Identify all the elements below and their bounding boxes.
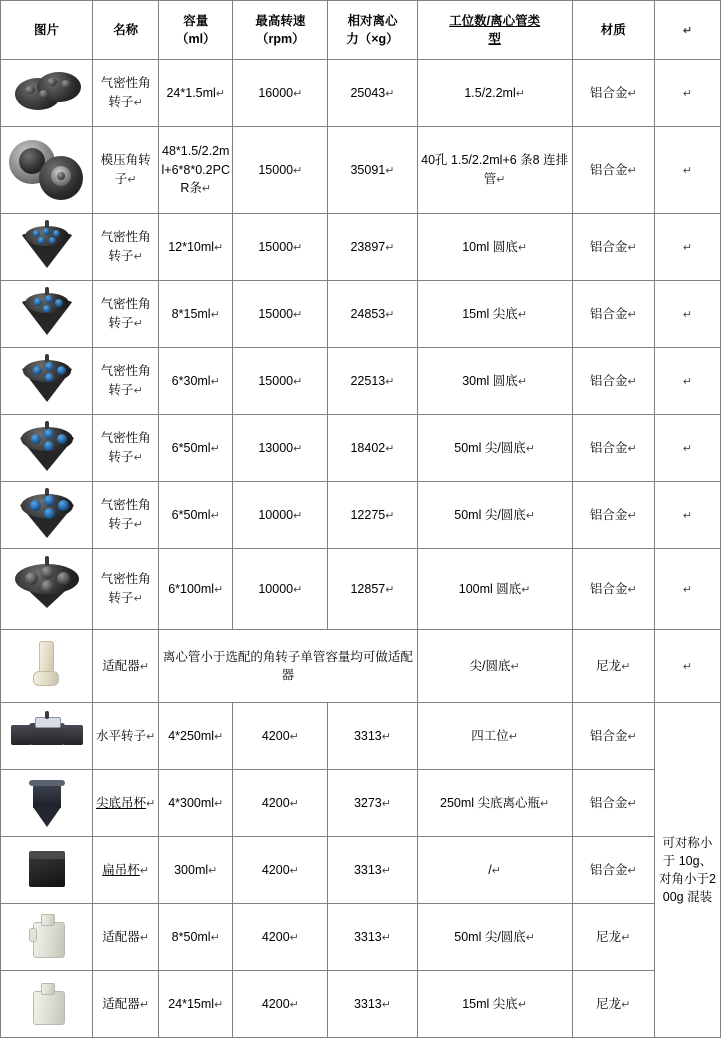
header-max-speed: 最高转速 （rpm） bbox=[233, 1, 328, 60]
rotor-capacity: 6*50ml↵ bbox=[159, 482, 233, 549]
rotor-material: 铝合金↵ bbox=[572, 127, 654, 214]
swing-rotor-figure bbox=[3, 709, 91, 763]
rotor-material: 铝合金↵ bbox=[572, 703, 654, 770]
rotor-max-speed: 15000↵ bbox=[233, 348, 328, 415]
rotor-max-speed: 10000↵ bbox=[233, 549, 328, 630]
table-header-row bbox=[1, 1, 721, 60]
angle-rotor-flat-figure bbox=[3, 66, 91, 120]
rotor-image-cell bbox=[1, 703, 93, 770]
conical-bucket-figure bbox=[3, 776, 91, 830]
header-note: ↵ bbox=[654, 1, 720, 60]
bucket-capacity: 300ml↵ bbox=[159, 837, 233, 904]
table-row bbox=[1, 60, 721, 127]
rotor-rcf: 3313↵ bbox=[328, 703, 417, 770]
bucket-tube-type: 250ml 尖底离心瓶↵ bbox=[417, 770, 572, 837]
rotor-image-cell bbox=[1, 549, 93, 630]
adapter-max-speed: 4200↵ bbox=[233, 971, 328, 1038]
table-row bbox=[1, 770, 721, 837]
rotor-rcf: 22513↵ bbox=[328, 348, 417, 415]
rotor-name: 气密性角转子↵ bbox=[93, 60, 159, 127]
bucket-name: 扁吊杯↵ bbox=[93, 837, 159, 904]
adapter-image-cell bbox=[1, 904, 93, 971]
rotor-material: 铝合金↵ bbox=[572, 348, 654, 415]
rotor-image-cell bbox=[1, 415, 93, 482]
angle-rotor-6x30-figure bbox=[3, 354, 91, 408]
adapter-tube-type: 50ml 尖/圆底↵ bbox=[417, 904, 572, 971]
adapter-material: 尼龙↵ bbox=[572, 971, 654, 1038]
table-row bbox=[1, 549, 721, 630]
adapter-tube-figure bbox=[3, 637, 91, 695]
header-material: 材质 bbox=[572, 1, 654, 60]
adapter-name: 适配器↵ bbox=[93, 630, 159, 703]
adapter-rcf: 3313↵ bbox=[328, 971, 417, 1038]
rotor-tube-type: 30ml 圆底↵ bbox=[417, 348, 572, 415]
mixing-note-cell: 可对称小于 10g、对角小于200g 混装 bbox=[654, 703, 720, 1038]
bucket-name: 尖底吊杯↵ bbox=[93, 770, 159, 837]
rotor-name: 气密性角转子↵ bbox=[93, 549, 159, 630]
bucket-image-cell bbox=[1, 770, 93, 837]
rotor-note: ↵ bbox=[654, 60, 720, 127]
rotor-rcf: 12275↵ bbox=[328, 482, 417, 549]
rotor-name: 模压角转子↵ bbox=[93, 127, 159, 214]
rotor-tube-type: 四工位↵ bbox=[417, 703, 572, 770]
rotor-rcf: 18402↵ bbox=[328, 415, 417, 482]
rotor-max-speed: 10000↵ bbox=[233, 482, 328, 549]
rotor-image-cell bbox=[1, 60, 93, 127]
flat-bucket-figure bbox=[3, 843, 91, 897]
rotor-tube-type: 10ml 圆底↵ bbox=[417, 214, 572, 281]
header-image: 图片 bbox=[1, 1, 93, 60]
bucket-capacity: 4*300ml↵ bbox=[159, 770, 233, 837]
table-row bbox=[1, 904, 721, 971]
rotor-image-cell bbox=[1, 214, 93, 281]
angle-rotor-6x100-figure bbox=[3, 556, 91, 622]
bucket-rcf: 3313↵ bbox=[328, 837, 417, 904]
table-row bbox=[1, 971, 721, 1038]
adapter-max-speed: 4200↵ bbox=[233, 904, 328, 971]
rotor-material: 铝合金↵ bbox=[572, 214, 654, 281]
adapter-material: 尼龙↵ bbox=[572, 904, 654, 971]
adapter-name: 适配器↵ bbox=[93, 904, 159, 971]
rotor-material: 铝合金↵ bbox=[572, 549, 654, 630]
table-row bbox=[1, 482, 721, 549]
bucket-max-speed: 4200↵ bbox=[233, 770, 328, 837]
bucket-tube-type: /↵ bbox=[417, 837, 572, 904]
angle-rotor-6x50b-figure bbox=[3, 488, 91, 542]
rotor-note: ↵ bbox=[654, 348, 720, 415]
rotor-capacity: 4*250ml↵ bbox=[159, 703, 233, 770]
table-row bbox=[1, 837, 721, 904]
angle-rotor-8x15-figure bbox=[3, 287, 91, 341]
bucket-max-speed: 4200↵ bbox=[233, 837, 328, 904]
rotor-max-speed: 15000↵ bbox=[233, 281, 328, 348]
adapter-name: 适配器↵ bbox=[93, 971, 159, 1038]
rotor-rcf: 12857↵ bbox=[328, 549, 417, 630]
rotor-name: 气密性角转子↵ bbox=[93, 415, 159, 482]
rotor-capacity: 6*30ml↵ bbox=[159, 348, 233, 415]
rotor-image-cell bbox=[1, 281, 93, 348]
adapter-tube-type: 尖/圆底↵ bbox=[417, 630, 572, 703]
rotor-material: 铝合金↵ bbox=[572, 60, 654, 127]
rotor-note: ↵ bbox=[654, 415, 720, 482]
adapter-material: 尼龙↵ bbox=[572, 630, 654, 703]
adapter-merged-description: 离心管小于选配的角转子单管容量均可做适配器 bbox=[159, 630, 417, 703]
rotor-material: 铝合金↵ bbox=[572, 281, 654, 348]
bucket-material: 铝合金↵ bbox=[572, 770, 654, 837]
adapter-capacity: 24*15ml↵ bbox=[159, 971, 233, 1038]
rotor-capacity: 24*1.5ml↵ bbox=[159, 60, 233, 127]
rotor-tube-type: 50ml 尖/圆底↵ bbox=[417, 482, 572, 549]
header-capacity: 容量 （ml） bbox=[159, 1, 233, 60]
table-row bbox=[1, 415, 721, 482]
rotor-name: 气密性角转子↵ bbox=[93, 482, 159, 549]
rotor-rcf: 35091↵ bbox=[328, 127, 417, 214]
rotor-capacity: 8*15ml↵ bbox=[159, 281, 233, 348]
rotor-note: ↵ bbox=[654, 482, 720, 549]
angle-rotor-12-figure bbox=[3, 220, 91, 274]
adapter-rcf: 3313↵ bbox=[328, 904, 417, 971]
table-row bbox=[1, 281, 721, 348]
adapter-capacity: 8*50ml↵ bbox=[159, 904, 233, 971]
rotor-rcf: 25043↵ bbox=[328, 60, 417, 127]
bucket-rcf: 3273↵ bbox=[328, 770, 417, 837]
adapter-tube-type: 15ml 尖底↵ bbox=[417, 971, 572, 1038]
rotor-material: 铝合金↵ bbox=[572, 482, 654, 549]
rotor-tube-type: 40孔 1.5/2.2ml+6 条8 连排管↵ bbox=[417, 127, 572, 214]
molded-angle-rotor-figure bbox=[3, 134, 91, 206]
rotor-max-speed: 13000↵ bbox=[233, 415, 328, 482]
rotor-max-speed: 16000↵ bbox=[233, 60, 328, 127]
bottle-50-figure bbox=[3, 910, 91, 964]
adapter-image-cell bbox=[1, 971, 93, 1038]
rotor-name: 水平转子↵ bbox=[93, 703, 159, 770]
rotor-image-cell bbox=[1, 348, 93, 415]
rotor-material: 铝合金↵ bbox=[572, 415, 654, 482]
rotor-name: 气密性角转子↵ bbox=[93, 214, 159, 281]
rotor-tube-type: 1.5/2.2ml↵ bbox=[417, 60, 572, 127]
adapter-note: ↵ bbox=[654, 630, 720, 703]
rotor-tube-type: 50ml 尖/圆底↵ bbox=[417, 415, 572, 482]
rotor-capacity: 6*100ml↵ bbox=[159, 549, 233, 630]
rotor-max-speed: 15000↵ bbox=[233, 127, 328, 214]
bucket-image-cell bbox=[1, 837, 93, 904]
rotor-note: ↵ bbox=[654, 281, 720, 348]
header-rcf: 相对离心 力（×g） bbox=[328, 1, 417, 60]
rotor-tube-type: 100ml 圆底↵ bbox=[417, 549, 572, 630]
rotor-image-cell bbox=[1, 127, 93, 214]
table-row bbox=[1, 214, 721, 281]
rotor-max-speed: 15000↵ bbox=[233, 214, 328, 281]
adapter-image-cell bbox=[1, 630, 93, 703]
rotor-name: 气密性角转子↵ bbox=[93, 281, 159, 348]
table-row bbox=[1, 630, 721, 703]
rotor-note: ↵ bbox=[654, 549, 720, 630]
rotor-capacity: 48*1.5/2.2ml+6*8*0.2PCR条↵ bbox=[159, 127, 233, 214]
angle-rotor-6x50a-figure bbox=[3, 421, 91, 475]
rotor-image-cell bbox=[1, 482, 93, 549]
table-row bbox=[1, 703, 721, 770]
header-tube-type: 工位数/离心管类 型 bbox=[417, 1, 572, 60]
rotor-max-speed: 4200↵ bbox=[233, 703, 328, 770]
rotor-note: ↵ bbox=[654, 127, 720, 214]
bucket-material: 铝合金↵ bbox=[572, 837, 654, 904]
bottle-15-figure bbox=[3, 977, 91, 1031]
rotor-tube-type: 15ml 尖底↵ bbox=[417, 281, 572, 348]
rotor-rcf: 23897↵ bbox=[328, 214, 417, 281]
rotor-capacity: 12*10ml↵ bbox=[159, 214, 233, 281]
rotor-rcf: 24853↵ bbox=[328, 281, 417, 348]
rotor-note: ↵ bbox=[654, 214, 720, 281]
rotor-name: 气密性角转子↵ bbox=[93, 348, 159, 415]
header-name: 名称 bbox=[93, 1, 159, 60]
table-row bbox=[1, 348, 721, 415]
rotor-capacity: 6*50ml↵ bbox=[159, 415, 233, 482]
table-row bbox=[1, 127, 721, 214]
